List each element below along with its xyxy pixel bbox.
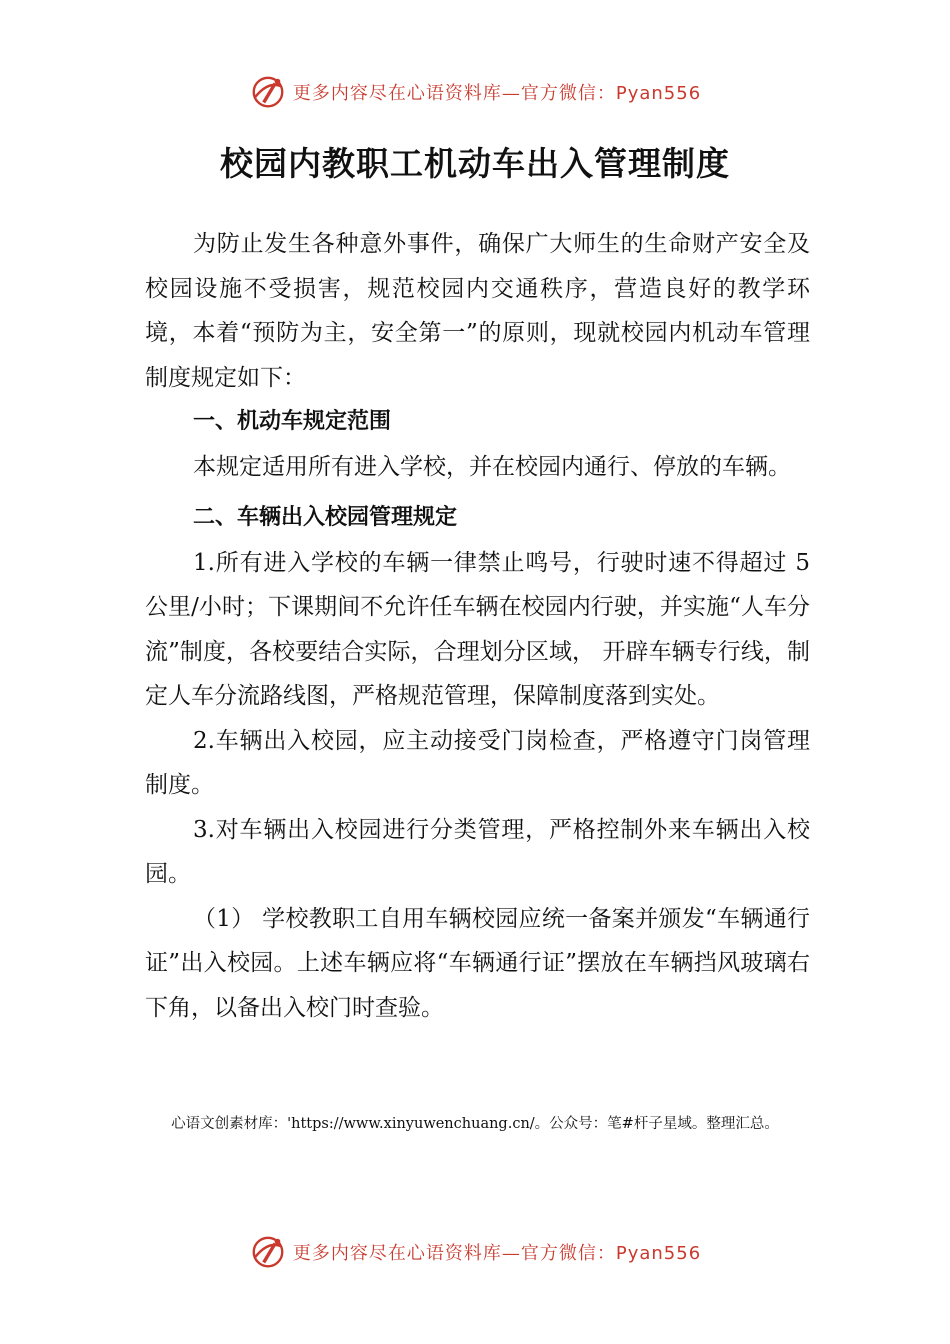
wechat-id: Pyan556 — [615, 1243, 702, 1264]
brand-logo-icon — [249, 73, 287, 111]
footer-banner — [0, 1230, 950, 1274]
wechat-id: Pyan556 — [615, 83, 702, 104]
banner-text: 更多内容尽在心语资料库—官方微信：Pyan556 — [292, 1243, 702, 1264]
page-title: 校园内教职工机动车出入管理制度 — [220, 144, 730, 183]
brand-logo-icon — [249, 1233, 287, 1271]
section2-heading: 二、车辆出入校园管理规定 — [193, 505, 458, 530]
source-footnote: 心语文创素材库：'https://www.xinyuwenchuang.cn/。公众号：笔#杆子星域。整理汇总。 — [171, 1116, 779, 1132]
section1-heading: 一、机动车规定范围 — [193, 409, 392, 434]
banner-text: 更多内容尽在心语资料库—官方微信：Pyan556 — [292, 83, 702, 104]
item-2-paragraph: 2.车辆出入校园，应主动接受门岗检查，严格遵守门岗管理制度。 — [145, 727, 810, 798]
intro-paragraph: 为防止发生各种意外事件，确保广大师生的生命财产安全及校园设施不受损害，规范校园内交通秩序，营造良好的教学环境，本着“预防为主，安全第一”的原则，现就校园内机动车管理制度规定如下： — [145, 231, 810, 391]
header-banner — [0, 70, 950, 114]
item-3-sub-1-paragraph: （1） 学校教职工自用车辆校园应统一备案并颁发“车辆通行证”出入校园。上述车辆应将“车辆通行证”摆放在车辆挡风玻璃右下角，以备出入校门时查验。 — [145, 905, 810, 1021]
item-3-paragraph: 3.对车辆出入校园进行分类管理，严格控制外来车辆出入校园。 — [145, 816, 810, 887]
document-body — [145, 222, 810, 1030]
item-1-paragraph: 1.所有进入学校的车辆一律禁止鸣号，行驶时速不得超过 5 公里/小时；下课期间不允许任车辆在校园内行驶，并实施“人车分流”制度，各校要结合实际，合理划分区域， 开辟车辆专行线，制定人车分流路线图，严格规范管理，保障制度落到实处。 — [145, 549, 810, 709]
section1-paragraph: 本规定适用所有进入学校，并在校园内通行、停放的车辆。 — [193, 453, 791, 480]
